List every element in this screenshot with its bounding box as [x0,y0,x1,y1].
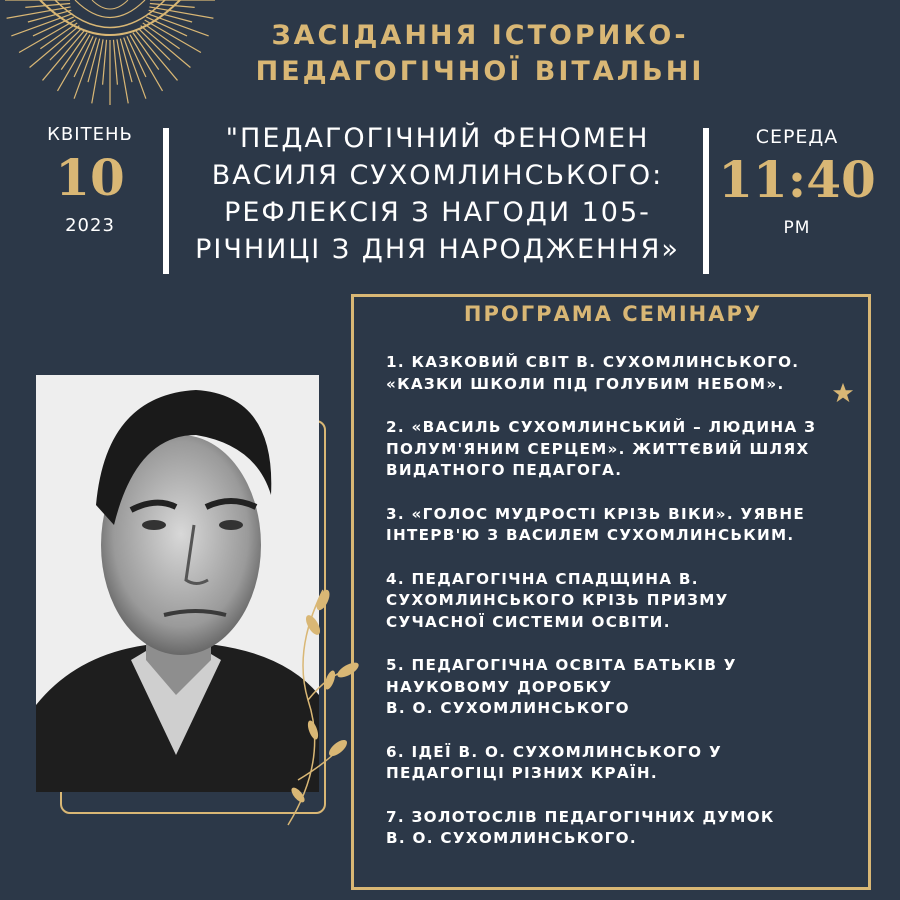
star-icon [832,382,854,404]
title-line-3: РЕФЛЕКСІЯ З НАГОДИ 105- [224,197,651,228]
program-item-4: 4. ПЕДАГОГІЧНА СПАДЩИНА В. СУХОМЛИНСЬКОГО КРІЗЬ ПРИЗМУ СУЧАСНОЇ СИСТЕМИ ОСВІТИ. [386,569,729,631]
date-block [30,124,150,236]
year-label: 2023 [65,215,115,236]
event-header [180,18,780,90]
leaf-branch-icon [268,580,363,830]
sun-ray [113,40,117,85]
header-line-1: ЗАСІДАННЯ ІСТОРИКО- [271,20,689,51]
weekday-label: СЕРЕДА [755,126,839,148]
title-line-1: "ПЕДАГОГІЧНИЙ ФЕНОМЕН [225,123,650,154]
sun-ray [50,28,82,60]
program-item-5: 5. ПЕДАГОГІЧНА ОСВІТА БАТЬКІВ У НАУКОВОМУ ДОРОБКУ В. О. СУХОМЛИНСЬКОГО [386,656,737,717]
ampm-label: PM [783,218,811,238]
header-line-2: ПЕДАГОГІЧНОЇ ВІТАЛЬНІ [255,56,705,87]
program-title: ПРОГРАМА СЕМІНАРУ [463,302,763,326]
month-label: КВІТЕНЬ [47,124,133,145]
time-block [712,126,882,238]
day-number: 10 [55,148,125,207]
sun-ray [103,40,107,85]
time-value: 11:40 [718,150,876,209]
event-title [180,120,695,268]
program-item-3: 3. «ГОЛОС МУДРОСТІ КРІЗЬ ВІКИ». УЯВНЕ ІНТЕРВ'Ю З ВАСИЛЕМ СУХОМЛИНСЬКИМ. [386,504,806,544]
program-item-2: 2. «ВАСИЛЬ СУХОМЛИНСЬКИЙ – ЛЮДИНА З ПОЛУМ'ЯНИМ СЕРЦЕМ». ЖИТТЄВИЙ ШЛЯХ ВИДАТНОГО ПЕДАГОГА. [386,418,817,479]
divider-right [703,128,709,274]
sun-ray [138,28,170,60]
program-item-1: 1. КАЗКОВИЙ СВІТ В. СУХОМЛИНСЬКОГО. «КАЗКИ ШКОЛИ ПІД ГОЛУБИМ НЕБОМ». [386,353,800,393]
title-line-2: ВАСИЛЯ СУХОМЛИНСЬКОГО: [211,160,664,191]
title-line-4: РІЧНИЦІ З ДНЯ НАРОДЖЕННЯ» [195,234,680,265]
divider-left [163,128,169,274]
program-item-7: 7. ЗОЛОТОСЛІВ ПЕДАГОГІЧНИХ ДУМОК В. О. СУХОМЛИНСЬКОГО. [386,807,775,847]
program-item-6: 6. ІДЕЇ В. О. СУХОМЛИНСЬКОГО У ПЕДАГОГІЦІ РІЗНИХ КРАЇН. [386,742,722,782]
program-list [386,352,856,872]
